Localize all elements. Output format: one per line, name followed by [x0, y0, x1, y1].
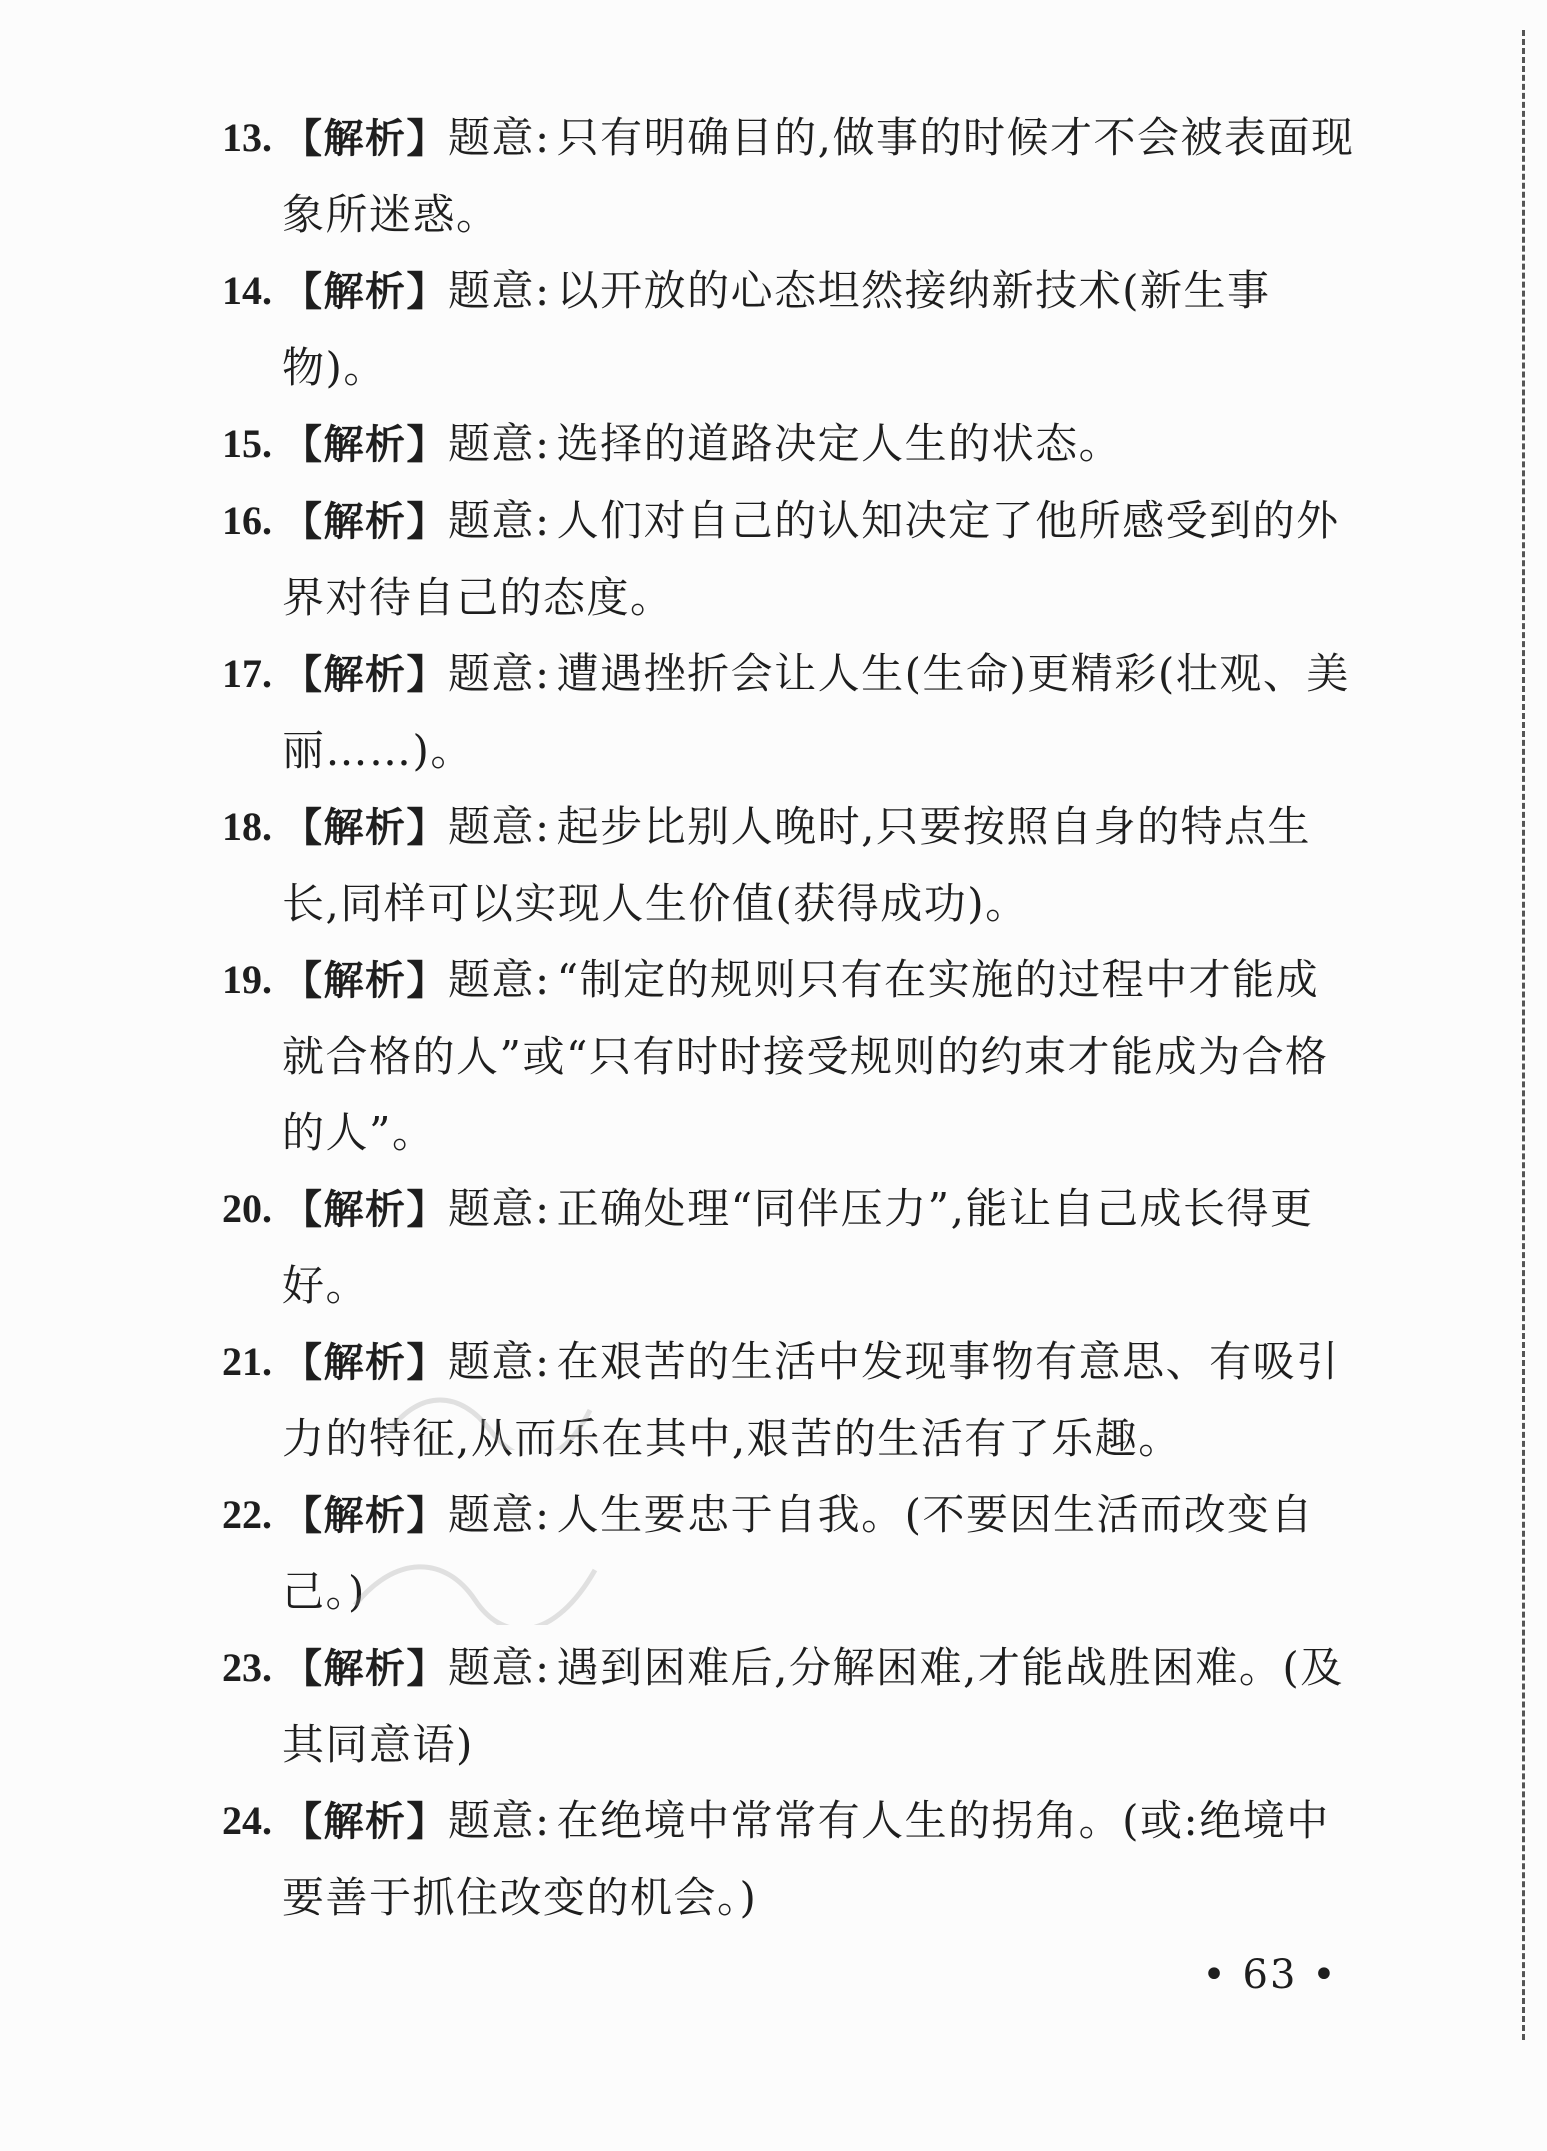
analysis-tag: 【解析】 — [282, 1187, 448, 1233]
meaning-label: 题意: — [448, 1643, 551, 1692]
analysis-tag: 【解析】 — [282, 1493, 448, 1539]
meaning-label: 题意: — [448, 1184, 551, 1233]
meaning-label: 题意: — [448, 1337, 551, 1386]
analysis-tag: 【解析】 — [282, 499, 448, 545]
answer-item — [222, 1324, 1362, 1477]
answer-text: 遇到困难后,分解困难,才能战胜困难。(及其同意语) — [282, 1643, 1344, 1769]
analysis-tag: 【解析】 — [282, 1799, 448, 1845]
meaning-label: 题意: — [448, 266, 551, 315]
analysis-tag: 【解析】 — [282, 269, 448, 315]
answer-item — [222, 1477, 1362, 1630]
answer-text: “制定的规则只有在实施的过程中才能成就合格的人”或“只有时时接受规则的约束才能成为合格的人”。 — [282, 955, 1329, 1157]
answer-text: 在绝境中常常有人生的拐角。(或:绝境中要善于抓住改变的机会。) — [282, 1796, 1330, 1922]
question-number: 22. — [222, 1492, 272, 1537]
answer-item — [222, 100, 1362, 253]
answer-item — [222, 253, 1362, 406]
answer-content — [282, 406, 1362, 483]
answer-item — [222, 1783, 1362, 1936]
answer-item — [222, 1630, 1362, 1783]
question-number: 14. — [222, 268, 272, 313]
answer-item — [222, 636, 1362, 789]
answer-list — [222, 100, 1362, 1936]
analysis-tag: 【解析】 — [282, 652, 448, 698]
question-number: 24. — [222, 1798, 272, 1843]
answer-text: 遭遇挫折会让人生(生命)更精彩(壮观、美丽……)。 — [282, 649, 1350, 775]
question-number: 18. — [222, 804, 272, 849]
answer-item — [222, 942, 1362, 1171]
meaning-label: 题意: — [448, 1796, 551, 1845]
analysis-tag: 【解析】 — [282, 1340, 448, 1386]
question-number: 23. — [222, 1645, 272, 1690]
analysis-tag: 【解析】 — [282, 116, 448, 162]
meaning-label: 题意: — [448, 649, 551, 698]
answer-content — [282, 789, 1362, 942]
answer-text: 选择的道路决定人生的状态。 — [556, 419, 1123, 468]
answer-item — [222, 789, 1362, 942]
answer-content — [282, 1477, 1362, 1630]
question-number: 16. — [222, 498, 272, 543]
question-number: 17. — [222, 651, 272, 696]
binding-dashed-line — [1522, 30, 1525, 2040]
answer-text: 人生要忠于自我。(不要因生活而改变自己。) — [282, 1490, 1315, 1616]
answer-text: 以开放的心态坦然接纳新技术(新生事物)。 — [282, 266, 1271, 392]
analysis-tag: 【解析】 — [282, 958, 448, 1004]
page-number: • 63 • — [1202, 1952, 1338, 1998]
analysis-tag: 【解析】 — [282, 422, 448, 468]
question-number: 13. — [222, 115, 272, 160]
meaning-label: 题意: — [448, 496, 551, 545]
answer-content — [282, 1171, 1362, 1324]
question-number: 15. — [222, 421, 272, 466]
answer-text: 正确处理“同伴压力”,能让自己成长得更好。 — [282, 1184, 1314, 1310]
question-number: 19. — [222, 957, 272, 1002]
meaning-label: 题意: — [448, 1490, 551, 1539]
meaning-label: 题意: — [448, 955, 551, 1004]
answer-content — [282, 483, 1362, 636]
answer-content — [282, 253, 1362, 406]
answer-item — [222, 483, 1362, 636]
question-number: 20. — [222, 1186, 272, 1231]
answer-text: 人们对自己的认知决定了他所感受到的外界对待自己的态度。 — [282, 496, 1340, 622]
answer-item — [222, 406, 1362, 483]
meaning-label: 题意: — [448, 419, 551, 468]
answer-content — [282, 1783, 1362, 1936]
answer-text: 起步比别人晚时,只要按照自身的特点生长,同样可以实现人生价值(获得成功)。 — [282, 802, 1312, 928]
meaning-label: 题意: — [448, 802, 551, 851]
answer-content — [282, 100, 1362, 253]
answer-text: 只有明确目的,做事的时候才不会被表面现象所迷惑。 — [282, 113, 1355, 239]
answer-item — [222, 1171, 1362, 1324]
answer-content — [282, 1630, 1362, 1783]
analysis-tag: 【解析】 — [282, 1646, 448, 1692]
meaning-label: 题意: — [448, 113, 551, 162]
answer-content — [282, 942, 1362, 1171]
answer-text: 在艰苦的生活中发现事物有意思、有吸引力的特征,从而乐在其中,艰苦的生活有了乐趣。 — [282, 1337, 1340, 1463]
answer-content — [282, 636, 1362, 789]
answer-content — [282, 1324, 1362, 1477]
question-number: 21. — [222, 1339, 272, 1384]
analysis-tag: 【解析】 — [282, 805, 448, 851]
